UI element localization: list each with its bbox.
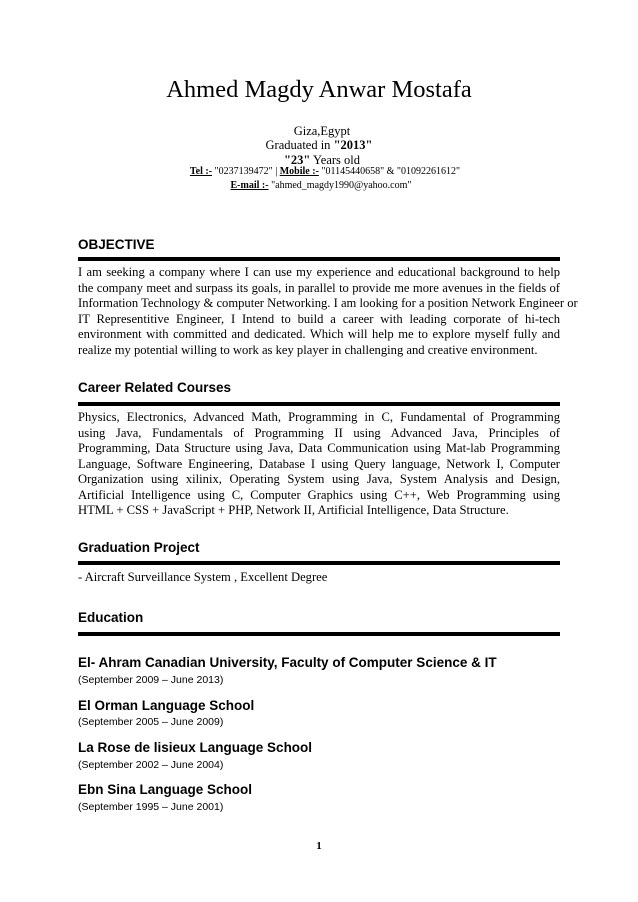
courses-text: [78, 410, 560, 519]
graduation-line: [0, 138, 638, 153]
education-school-name: Ebn Sina Language School: [78, 782, 253, 797]
graduated-year: "2013": [333, 138, 373, 152]
project-rule: [78, 561, 560, 565]
mobile-value: "01145440658" & "01092261612": [318, 166, 461, 177]
phone-line: [0, 166, 638, 177]
email-label: E-mail :-: [230, 180, 269, 191]
age-suffix: Years old: [310, 153, 361, 167]
education-heading: Education: [78, 610, 144, 625]
courses-heading: Career Related Courses: [78, 380, 232, 395]
education-dates: (September 2005 – June 2009): [78, 716, 224, 728]
graduated-prefix: Graduated in: [265, 138, 334, 152]
candidate-name: Ahmed Magdy Anwar Mostafa: [166, 76, 472, 103]
project-text: - Aircraft Surveillance System , Excellent Degree: [78, 570, 328, 584]
courses-line: Physics, Electronics, Advanced Math, Programming in C, Fundamental of Programming: [78, 410, 560, 424]
courses-line: Programming, Data Structure using Java, Data Communication using Mat-lab Programming: [78, 441, 560, 455]
objective-line: IT Representitive Engineer, I Intend to build a career with leading corporate of hi-tech: [78, 311, 560, 326]
objective-line: I am seeking a company where I can use my experience and educational background to help: [78, 265, 560, 279]
objective-rule: [78, 257, 560, 261]
courses-line: Organization using xilinix, Operating System using Java, System Analysis and Design,: [78, 472, 560, 486]
email-value: "ahmed_magdy1990@yahoo.com": [268, 180, 412, 191]
objective-line: environment with committed and dedicated. Which will help me to explore myself fully and: [78, 327, 560, 341]
education-dates: (September 1995 – June 2001): [78, 801, 224, 813]
courses-line: Artificial Intelligence using C, Computer Graphics using C++, Web Programming using: [78, 487, 560, 502]
education-school-name: La Rose de lisieux Language School: [78, 740, 313, 755]
project-heading: Graduation Project: [78, 540, 200, 555]
objective-line: the company meet and surpass its goals, in parallel to provide me more avenues in the fields of: [78, 280, 560, 295]
objective-text: [78, 265, 578, 358]
courses-line: HTML + CSS + JavaScript + PHP, Network II, Artificial Intelligence, Data Structure.: [78, 503, 509, 517]
objective-line: realize my potential willing to work as key player in challenging and creative environment.: [78, 342, 538, 357]
education-school-name: El- Ahram Canadian University, Faculty of Computer Science & IT: [78, 655, 497, 670]
email-line: [0, 180, 638, 191]
tel-value: "0237139472" |: [212, 166, 280, 177]
education-school-name: El Orman Language School: [78, 698, 255, 713]
location: Giza,Egypt: [293, 124, 351, 138]
education-dates: (September 2009 – June 2013): [78, 674, 224, 686]
objective-line: Information Technology & computer Networking. I am looking for a position Network Engineer or: [78, 296, 578, 310]
courses-line: Language, Software Engineering, Database I using Query language, Network I, Computer: [78, 456, 560, 471]
courses-line: using Java, Fundamentals of Programming II using Advanced Java, Principles of: [78, 425, 560, 440]
courses-rule: [78, 402, 560, 406]
objective-heading: OBJECTIVE: [78, 237, 155, 252]
tel-label: Tel :-: [189, 166, 213, 177]
education-rule: [78, 632, 560, 636]
education-dates: (September 2002 – June 2004): [78, 759, 224, 771]
mobile-label: Mobile :-: [279, 166, 319, 177]
page-number: 1: [316, 840, 322, 852]
age-value: "23": [283, 153, 311, 167]
